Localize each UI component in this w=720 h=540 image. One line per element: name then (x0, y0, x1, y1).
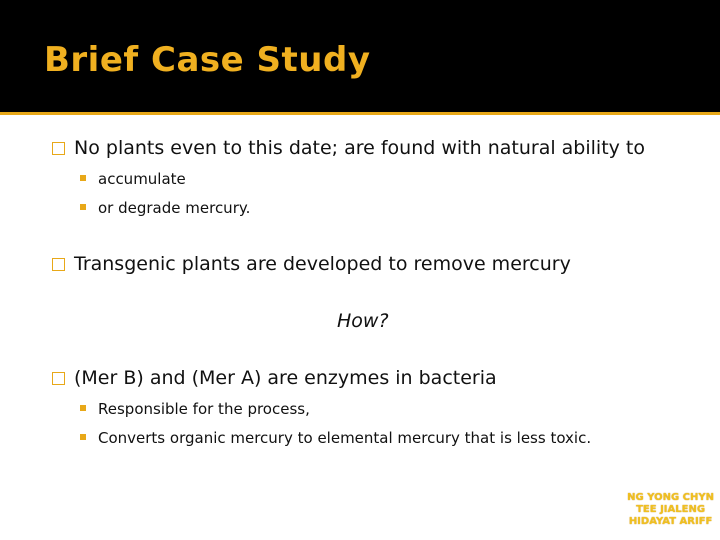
bullet-box-icon (52, 258, 65, 271)
bullet-box-icon (52, 142, 65, 155)
bullet-1-text: No plants even to this date; are found with natural ability to (74, 137, 646, 159)
bullet-2 (52, 253, 571, 275)
bullet-square-icon (80, 405, 86, 411)
sub-bullet-1-2-text: or degrade mercury. (98, 199, 251, 217)
credit-name: TEE JIALENG (636, 504, 706, 515)
sub-bullet-3-2-text: Converts organic mercury to elemental mercury that is less toxic. (98, 429, 592, 447)
bullet-box-icon (52, 372, 65, 385)
sub-bullet-3-1-text: Responsible for the process, (98, 400, 310, 418)
sub-bullet-3-2 (80, 429, 591, 447)
bullet-3-text: (Mer B) and (Mer A) are enzymes in bacteria (74, 367, 497, 389)
title-divider (0, 112, 720, 115)
sub-bullet-1-1 (80, 170, 186, 188)
credit-name: HIDAYAT ARIFF (628, 516, 713, 527)
sub-bullet-3-1 (80, 400, 310, 418)
author-credits (627, 492, 714, 528)
credit-name: NG YONG CHYN (627, 492, 714, 503)
bullet-1 (52, 137, 645, 159)
sub-bullet-1-2 (80, 199, 250, 217)
bullet-2-text: Transgenic plants are developed to remove mercury (74, 253, 571, 275)
question-text: How? (337, 310, 389, 332)
bullet-square-icon (80, 204, 86, 210)
slide-title: Brief Case Study (44, 40, 371, 80)
bullet-3 (52, 367, 497, 389)
bullet-square-icon (80, 434, 86, 440)
sub-bullet-1-1-text: accumulate (98, 170, 186, 188)
bullet-square-icon (80, 175, 86, 181)
